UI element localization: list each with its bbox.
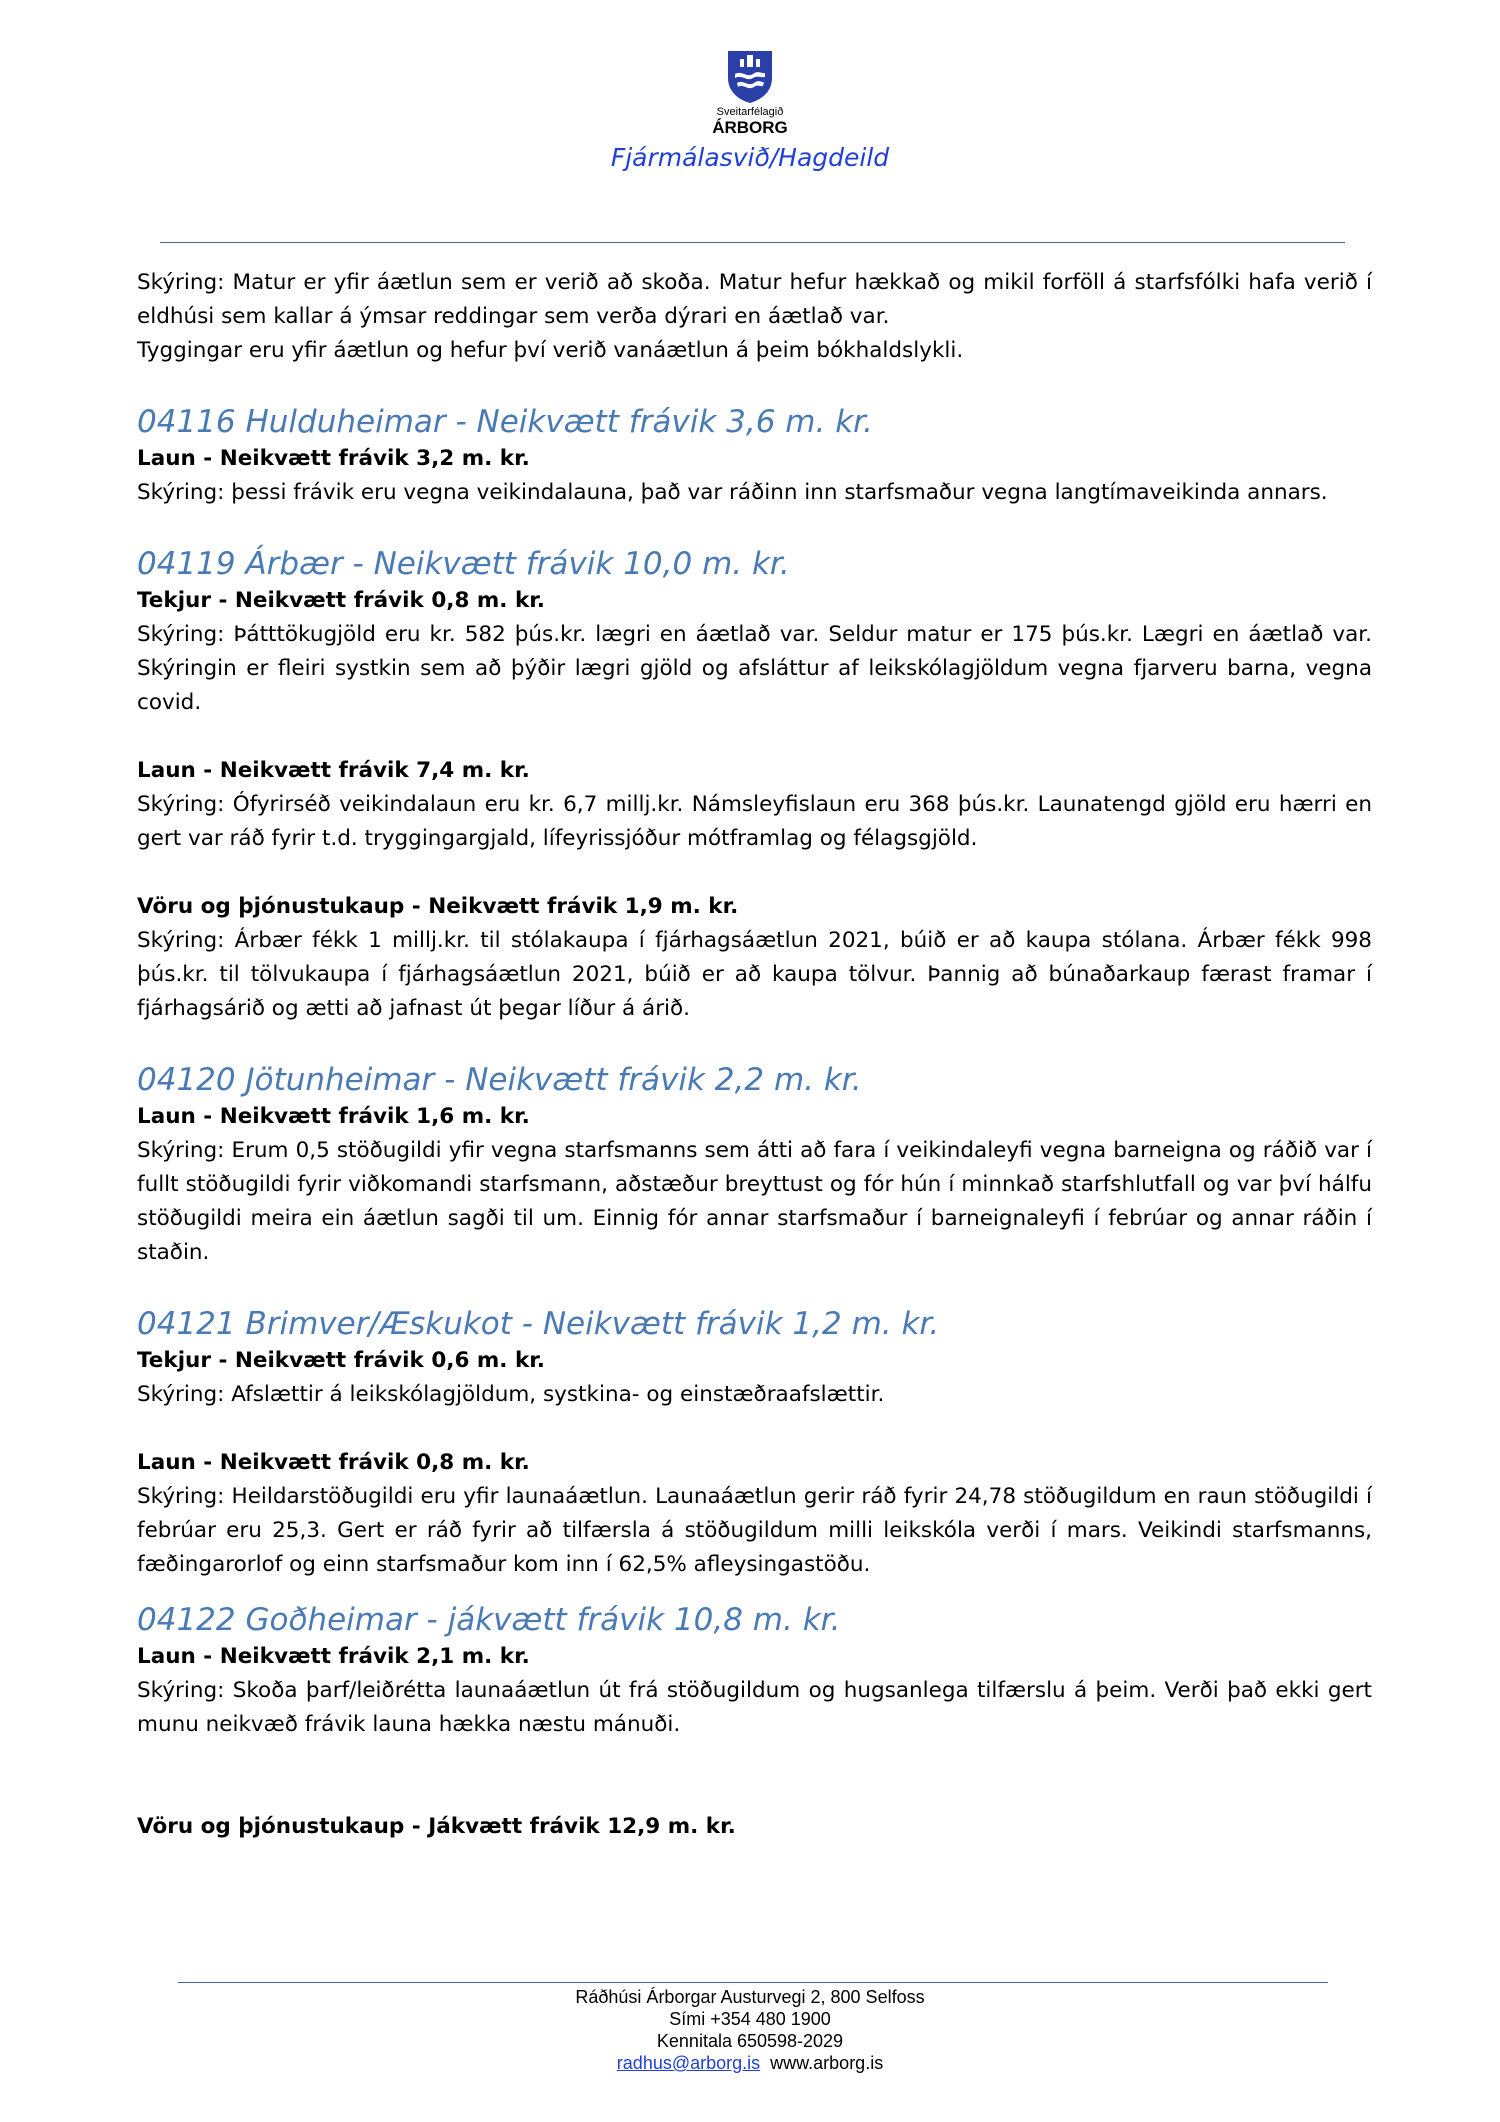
department-title: Fjármálasvið/Hagdeild [610, 143, 890, 172]
section-title: 04116 Hulduheimar - Neikvætt frávik 3,6 m. kr. [137, 404, 873, 440]
section-title: 04121 Brimver/Æskukot - Neikvætt frávik 1,2 m. kr. [137, 1306, 940, 1342]
footer-id: Kennitala 650598-2029 [656, 2031, 844, 2051]
section-subheading: Vöru og þjónustukaup - Jákvætt frávik 12,9 m. kr. [137, 1814, 736, 1839]
section-text: Skýring: Heildarstöðugildi eru yfir launaáætlun. Launaáætlun gerir ráð fyrir 24,78 stöðugildum en raun stöðugildi í febrúar eru 25,3. Gert er ráð fyrir að tilfærsla á stöðugildum milli leikskóla verði í mars. Veikindi starfsmanns, fæðingarorlof og einn starfsmaður kom inn í 62,5% afleysingastöðu. [137, 1484, 1372, 1577]
section-text: Skýring: Skoða þarf/leiðrétta launaáætlun út frá stöðugildum og hugsanlega tilfærslu á þeim. Verði það ekki gert munu neikvæð frávik launa hækka næstu mánuði. [137, 1678, 1372, 1737]
section-subheading: Vöru og þjónustukaup - Neikvætt frávik 1,9 m. kr. [137, 894, 739, 919]
org-name-small: Sveitarfélagið [716, 106, 784, 118]
section-text: Skýring: þessi frávik eru vegna veikindalauna, það var ráðinn inn starfsmaður vegna langtímaveikinda annars. [137, 480, 1328, 505]
section-title: 04122 Goðheimar - jákvætt frávik 10,8 m. kr. [137, 1602, 841, 1638]
footer-phone: Sími +354 480 1900 [669, 2009, 831, 2029]
section-text: Skýring: Þátttökugjöld eru kr. 582 þús.kr. lægri en áætlað var. Seldur matur er 175 þús.kr. Lægri en áætlað var. Skýringin er fleiri systkin sem að þýðir lægri gjöld og afsláttur af leikskólagjöldum vegna fjarveru barna, vegna covid. [137, 622, 1372, 715]
footer-address: Ráðhúsi Árborgar Austurvegi 2, 800 Selfoss [575, 1987, 925, 2007]
section-subheading: Laun - Neikvætt frávik 7,4 m. kr. [137, 758, 530, 783]
section-subheading: Laun - Neikvætt frávik 1,6 m. kr. [137, 1104, 530, 1129]
intro-paragraph: Tyggingar eru yfir áætlun og hefur því verið vanáætlun á þeim bókhaldslykli. [137, 338, 964, 363]
arborg-coat-of-arms-icon [725, 48, 775, 104]
section-text: Skýring: Árbær fékk 1 millj.kr. til stólakaupa í fjárhagsáætlun 2021, búið er að kaupa stólana. Árbær fékk 998 þús.kr. til tölvukaupa í fjárhagsáætlun 2021, búið er að kaupa tölvur. Þannig að búnaðarkaup færast framar í fjárhagsárið og ætti að jafnast út þegar líður á árið. [137, 928, 1372, 1021]
section-subheading: Laun - Neikvætt frávik 2,1 m. kr. [137, 1644, 530, 1669]
org-name: ÁRBORG [712, 118, 788, 137]
section-text: Skýring: Afslættir á leikskólagjöldum, systkina- og einstæðraafslættir. [137, 1382, 885, 1407]
section-text: Skýring: Ófyrirséð veikindalaun eru kr. 6,7 millj.kr. Námsleyfislaun eru 368 þús.kr. Launatengd gjöld eru hærri en gert var ráð fyrir t.d. tryggingargjald, lífeyrissjóður mótframlag og félagsgjöld. [137, 792, 1372, 851]
header-divider [160, 242, 1345, 243]
footer [0, 1986, 1500, 2074]
letterhead [0, 48, 1500, 172]
website-text: www.arborg.is [770, 2053, 884, 2073]
section-title: 04119 Árbær - Neikvætt frávik 10,0 m. kr. [137, 546, 790, 582]
section-subheading: Laun - Neikvætt frávik 3,2 m. kr. [137, 446, 530, 471]
footer-divider [178, 1982, 1328, 1983]
section-text: Skýring: Erum 0,5 stöðugildi yfir vegna starfsmanns sem átti að fara í veikindaleyfi vegna barneigna og ráðið var í fullt stöðugildi fyrir viðkomandi starfsmann, aðstæður breyttust og fór hún í minnkað starfshlutfall og var því hálfu stöðugildi meira ein áætlun sagði til um. Einnig fór annar starfsmaður í barneignaleyfi í febrúar og annar ráðin í staðin. [137, 1138, 1372, 1265]
section-subheading: Tekjur - Neikvætt frávik 0,6 m. kr. [137, 1348, 545, 1373]
email-link[interactable]: radhus@arborg.is [616, 2053, 761, 2073]
intro-paragraph: Skýring: Matur er yfir áætlun sem er verið að skoða. Matur hefur hækkað og mikil forföll á starfsfólki hafa verið í eldhúsi sem kallar á ýmsar reddingar sem verða dýrari en áætlað var. [137, 270, 1372, 329]
section-title: 04120 Jötunheimar - Neikvætt frávik 2,2 m. kr. [137, 1062, 862, 1098]
section-subheading: Tekjur - Neikvætt frávik 0,8 m. kr. [137, 588, 545, 613]
footer-contact [0, 2052, 1500, 2074]
section-subheading: Laun - Neikvætt frávik 0,8 m. kr. [137, 1450, 530, 1475]
report-body [137, 266, 1372, 1844]
